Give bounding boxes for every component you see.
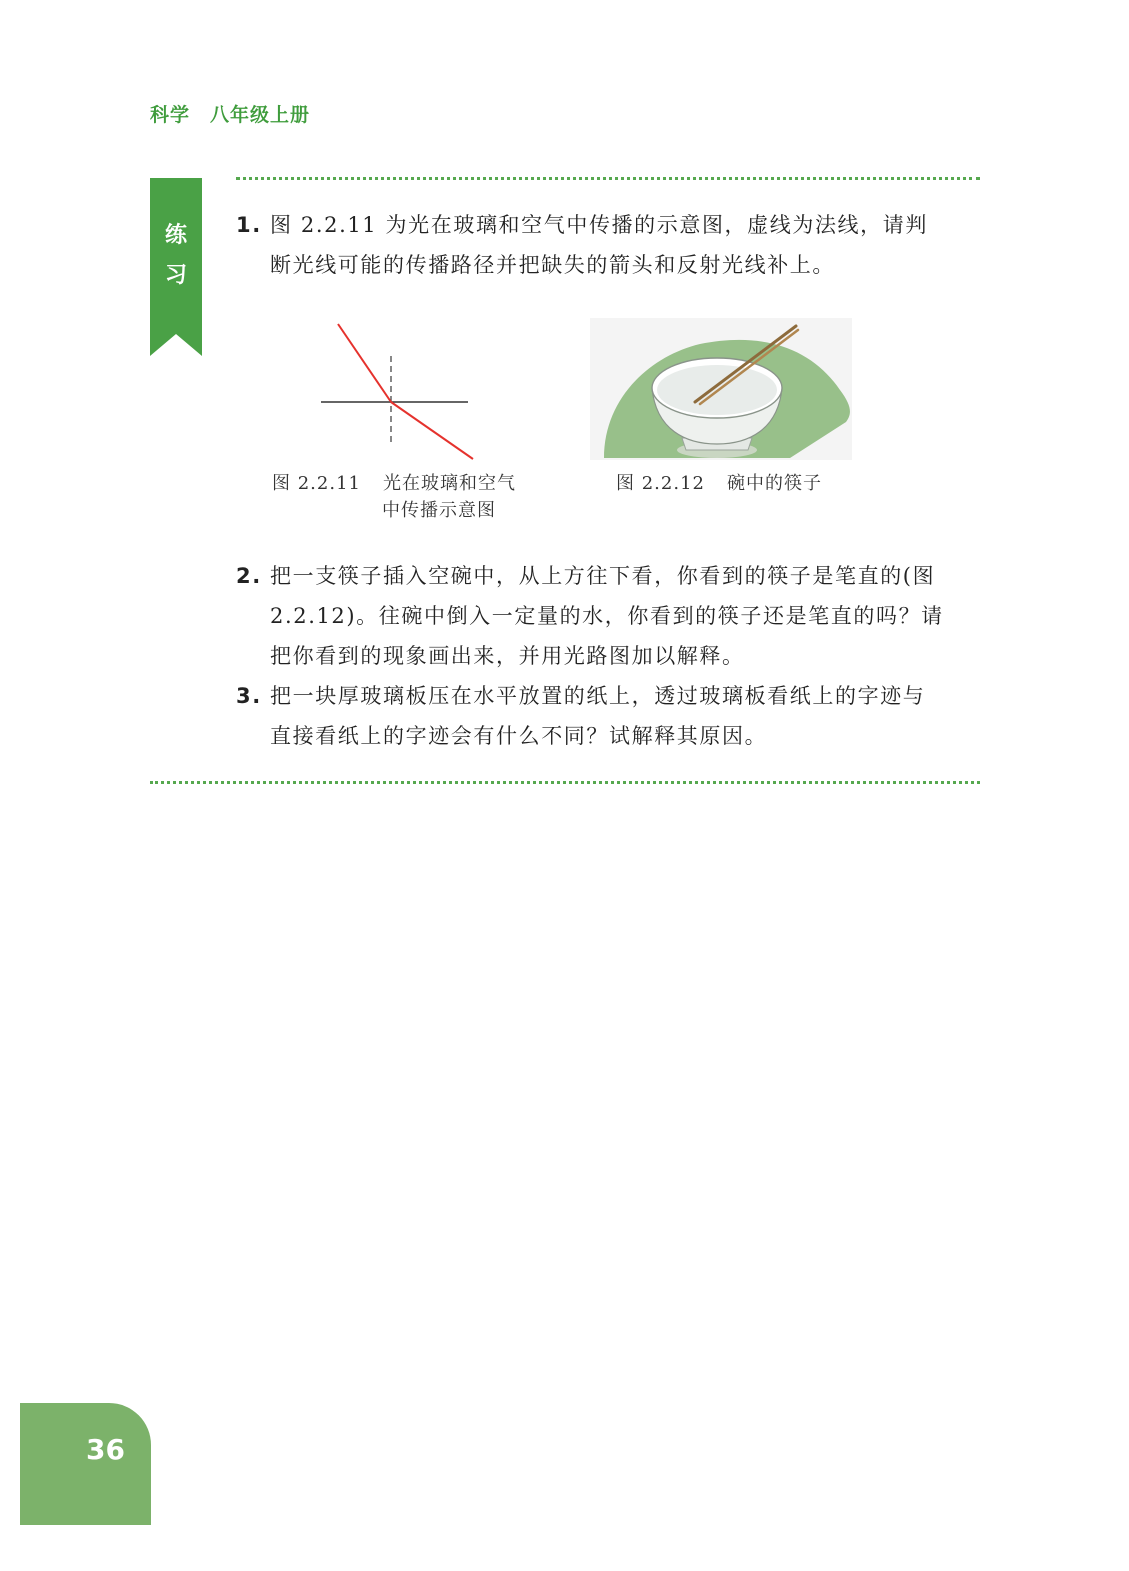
figure-2-number: 图 2.2.12 (616, 473, 705, 494)
incident-ray (338, 324, 391, 402)
exercise-ribbon (150, 178, 202, 356)
bottom-dotted-divider (150, 781, 980, 784)
figure-1-caption-line2: 中传播示意图 (382, 500, 496, 521)
figure-2-caption (616, 470, 822, 497)
running-header (150, 100, 310, 127)
question-text: 图 2.2.11 为光在玻璃和空气中传播的示意图，虚线为法线，请判断光线可能的传播路径并把缺失的箭头和反射光线补上。 (270, 213, 928, 277)
figure-2-caption-line1: 碗中的筷子 (726, 473, 822, 494)
figure-1-caption (272, 470, 516, 524)
page-number-tab (20, 1403, 151, 1525)
top-dotted-divider (236, 177, 980, 180)
question-text: 把一块厚玻璃板压在水平放置的纸上，透过玻璃板看纸上的字迹与直接看纸上的字迹会有什么不同？试解释其原因。 (270, 684, 926, 748)
question-3 (236, 676, 946, 756)
figure-1-caption-line1: 光在玻璃和空气 (382, 473, 516, 494)
question-2 (236, 556, 946, 676)
page-number: 36 (86, 1433, 125, 1466)
figure-bowl (590, 318, 852, 464)
figure-refraction (268, 312, 508, 466)
ribbon-label-1: 练 (164, 223, 187, 248)
ribbon-label-2: 习 (164, 263, 187, 288)
question-1 (236, 205, 946, 285)
question-text: 把一支筷子插入空碗中，从上方往下看，你看到的筷子是笔直的(图 2.2.12)。往碗中倒入一定量的水，你看到的筷子还是笔直的吗？请把你看到的现象画出来，并用光路图加以解释。 (270, 564, 944, 668)
refracted-ray (391, 402, 473, 459)
figure-1-number: 图 2.2.11 (272, 473, 361, 494)
header-grade: 八年级上册 (210, 104, 311, 126)
question-number: 2. (236, 564, 262, 588)
refraction-diagram (268, 312, 508, 462)
header-subject: 科学 (150, 104, 191, 126)
question-number: 3. (236, 684, 262, 708)
bowl-illustration (590, 318, 852, 460)
question-number: 1. (236, 213, 262, 237)
